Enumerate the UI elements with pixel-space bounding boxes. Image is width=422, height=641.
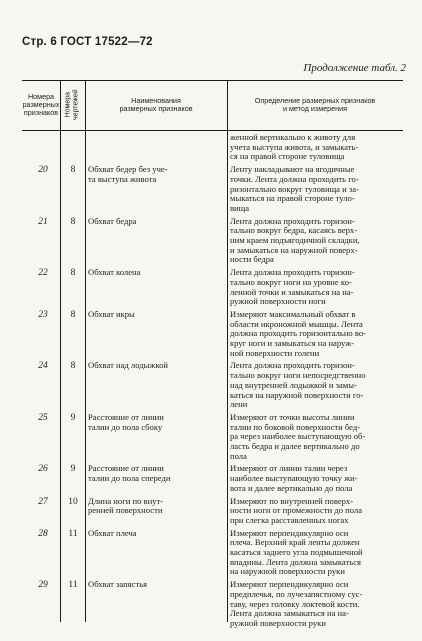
name-line: ренней поверхности	[88, 505, 163, 516]
drawing-number: 8	[70, 165, 76, 176]
feature-name	[88, 310, 224, 320]
feature-name	[88, 464, 224, 483]
header-cell-drawing	[60, 80, 85, 130]
name-line: Обхват бедер без уче-	[88, 164, 168, 175]
name-line: Обхват запястья	[88, 579, 148, 590]
name-line: Расстояние от линии	[88, 463, 164, 474]
definition-line: лени	[230, 399, 248, 410]
page-header: Стр. 6 ГОСТ 17522—72	[22, 36, 153, 48]
feature-number: 29	[38, 580, 48, 591]
definition-line: таву, через головку локтевой кости.	[230, 598, 360, 609]
drawing-number: 10	[68, 496, 78, 507]
name-line: Обхват колена	[88, 267, 141, 278]
definition-line: ра через наиболее выступающую об-	[230, 431, 366, 442]
definition-line: касаться заднего угла подмышечной	[230, 547, 363, 557]
definition-line: ружной поверхности руки	[230, 617, 326, 628]
definition-line: Измеряют максимальный обхват в	[230, 308, 356, 319]
header-text: Определение размерных признаков	[254, 95, 376, 105]
definition-line: должна проходить горизонтально во-	[230, 328, 367, 339]
feature-number: 24	[38, 361, 48, 372]
definition-line: вота и далее вертикально до пола	[230, 482, 353, 493]
definition-cell	[230, 268, 400, 307]
definition-line: Ленту накладывают на ягодичные	[230, 164, 355, 175]
definition-line: области икроножной мышцы. Лента	[230, 318, 363, 329]
feature-number: 25	[38, 412, 48, 423]
drawing-number: 8	[70, 309, 76, 320]
definition-line: наиболее выступающую точку жи-	[230, 473, 358, 484]
definition-cell	[230, 310, 400, 359]
definition-cell	[230, 497, 400, 526]
definition-line: вища	[230, 202, 250, 213]
feature-name	[88, 580, 224, 590]
drawing-number: 9	[70, 412, 76, 423]
definition-line: учета выступа живота, и замыкать-	[230, 141, 359, 152]
definition-cell	[230, 464, 400, 493]
name-line: та выступа живота	[88, 173, 157, 184]
definition-line: ласть бедра и далее вертикально до	[230, 441, 360, 451]
drawing-number: 8	[70, 268, 76, 279]
definition-cell	[230, 361, 400, 410]
definition-line: тально вокруг бедра, касаясь верх-	[230, 225, 358, 236]
name-line: Длина ноги по внут-	[88, 495, 164, 506]
definition-line: Лента должна проходить горизон-	[230, 215, 355, 226]
definition-line: тально вокруг ноги непосредственно	[230, 370, 366, 381]
drawing-number: 11	[68, 528, 78, 539]
header-cell-definition	[227, 80, 403, 130]
feature-name	[88, 413, 224, 432]
name-line: Обхват плеча	[88, 527, 137, 538]
definition-line: Измеряют по внутренней поверх-	[230, 495, 354, 506]
header-text: Наименования	[131, 95, 181, 105]
name-line: Обхват над лодыжкой	[88, 360, 168, 371]
definition-line: точки. Лента должна проходить го-	[230, 173, 359, 184]
drawing-number: 11	[68, 580, 78, 591]
feature-name	[88, 361, 224, 371]
column-divider	[85, 80, 86, 622]
definition-line: плеча. Верхний край ленты должен	[230, 537, 360, 548]
header-text: Номера	[27, 91, 55, 101]
feature-number: 27	[38, 496, 48, 507]
header-text: признаков	[23, 108, 59, 118]
definition-line: на наружной поверхности руки	[230, 566, 345, 577]
column-divider	[227, 80, 228, 622]
definition-line: ним краем подъягодичной складки,	[230, 235, 360, 245]
definition-line: тально вокруг ноги на уровне ко-	[230, 276, 352, 287]
header-cell-num	[22, 80, 60, 130]
header-cell-name	[85, 80, 227, 130]
definition-line: ности бедра	[230, 254, 274, 265]
header-text: Номера	[64, 92, 72, 118]
feature-number: 23	[38, 309, 48, 320]
table-continuation-caption: Продолжение табл. 2	[303, 62, 406, 74]
name-line: Обхват бедра	[88, 215, 137, 226]
definition-cell	[230, 529, 400, 578]
header-text: размерных признаков	[119, 104, 193, 113]
definition-line: Измеряют перпендикулярно оси	[230, 527, 349, 538]
name-line: талии до пола сбоку	[88, 421, 163, 432]
name-line: Обхват икры	[88, 308, 135, 319]
feature-number: 28	[38, 528, 48, 539]
definition-line: ружной поверхности ноги	[230, 296, 326, 307]
measurements-table	[22, 80, 403, 628]
definition-line: пола	[230, 450, 247, 461]
definition-line: при слегка расставленных ногах	[230, 514, 349, 525]
header-text: и метод измерения	[282, 104, 348, 113]
feature-name	[88, 529, 224, 539]
drawing-number: 8	[70, 216, 76, 227]
definition-line: Лента должна проходить горизон-	[230, 267, 355, 278]
definition-line: над внутренней лодыжкой и замы-	[230, 379, 357, 390]
definition-line: ной поверхности голени	[230, 347, 320, 358]
definition-line: мыкаться на правой стороне туло-	[230, 193, 355, 204]
definition-line: Лента должна проходить горизон-	[230, 360, 355, 371]
definition-line: Измеряют от точки высоты линии	[230, 411, 355, 422]
definition-line: ся на правой стороне туловища	[230, 151, 345, 162]
drawing-number: 8	[70, 361, 76, 372]
feature-number: 22	[38, 268, 48, 279]
header-text: чертежей	[72, 89, 80, 121]
definition-line: каться на наружной поверхности го-	[230, 389, 364, 400]
name-line: талии до пола спереди	[88, 473, 171, 484]
definition-line: женной вертикально к животу для	[230, 132, 356, 142]
feature-number: 20	[38, 165, 48, 176]
name-line: Расстояние от линии	[88, 411, 164, 422]
definition-line: Измеряют от линии талии через	[230, 463, 348, 474]
definition-line: талии по боковой поверхности бед-	[230, 421, 361, 432]
definition-line: предплечья, по лучезапястному сус-	[230, 588, 363, 599]
feature-name	[88, 217, 224, 227]
definition-line: и замыкаться на наружной поверх-	[230, 244, 358, 255]
feature-number: 21	[38, 216, 48, 227]
definition-line: круг ноги и замыкаться на наруж-	[230, 338, 355, 348]
definition-cell	[230, 165, 400, 214]
definition-line: ленной точки и замыкаться на на-	[230, 286, 354, 297]
table-header-border	[22, 130, 403, 131]
feature-number: 26	[38, 464, 48, 475]
feature-name	[88, 497, 224, 516]
header-text: размерных	[22, 99, 60, 109]
definition-cell	[230, 413, 400, 462]
column-divider	[60, 80, 61, 622]
feature-name	[88, 268, 224, 278]
definition-line: Измеряют перпендикулярно оси	[230, 579, 349, 590]
definition-line: ризонтально вокруг туловища и за-	[230, 183, 359, 194]
definition-line: ности ноги от промежности до пола	[230, 505, 363, 516]
drawing-number: 9	[70, 464, 76, 475]
feature-name	[88, 165, 224, 184]
definition-cell	[230, 217, 400, 266]
definition-cell	[230, 133, 400, 162]
definition-line: впадины. Лента должна замыкаться	[230, 556, 361, 567]
definition-cell	[230, 580, 400, 629]
definition-line: Лента должна замыкаться на на-	[230, 608, 349, 619]
